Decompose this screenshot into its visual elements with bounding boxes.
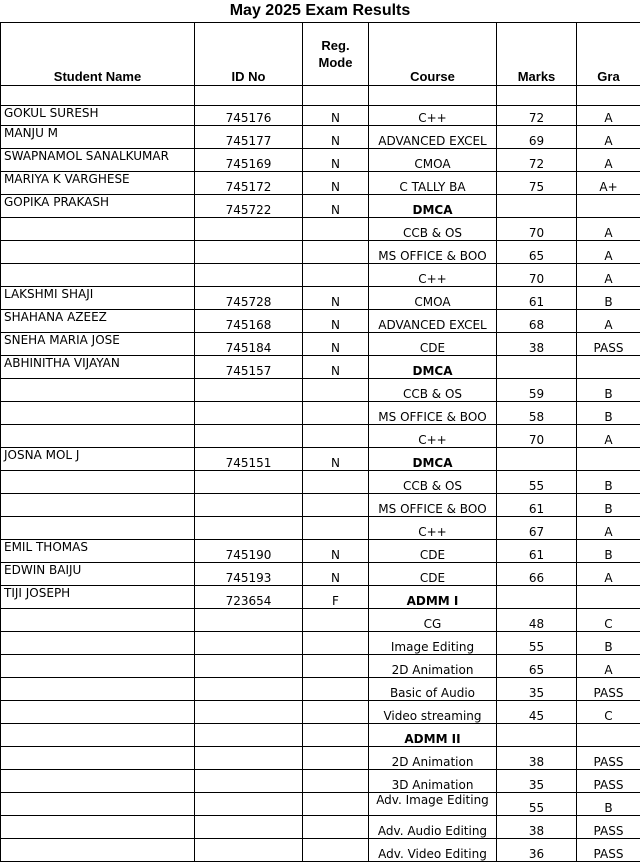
id-no-cell	[195, 379, 303, 402]
student-name-cell	[1, 218, 195, 241]
header-student-name: Student Name	[1, 23, 195, 86]
table-row	[1, 793, 640, 816]
reg-mode-cell	[303, 379, 369, 402]
marks-cell: 61	[497, 494, 577, 517]
table-row	[1, 356, 640, 379]
student-name-cell: SNEHA MARIA JOSE	[1, 333, 195, 356]
grade-cell: A	[577, 126, 640, 149]
reg-mode-cell: N	[303, 106, 369, 126]
reg-mode-cell	[303, 218, 369, 241]
reg-mode-cell: N	[303, 195, 369, 218]
reg-mode-cell	[303, 816, 369, 839]
header-grade: Gra	[577, 23, 640, 86]
table-row	[1, 655, 640, 678]
reg-mode-cell: N	[303, 126, 369, 149]
reg-mode-cell	[303, 425, 369, 448]
course-cell: MS OFFICE & BOO	[369, 494, 497, 517]
grade-cell: A	[577, 563, 640, 586]
reg-mode-cell	[303, 701, 369, 724]
student-name-cell	[1, 724, 195, 747]
table-row	[1, 586, 640, 609]
course-cell: DMCA	[369, 356, 497, 379]
grade-cell: PASS	[577, 333, 640, 356]
grade-cell	[577, 356, 640, 379]
table-row	[1, 310, 640, 333]
course-cell: C++	[369, 106, 497, 126]
marks-cell: 59	[497, 379, 577, 402]
marks-cell: 36	[497, 839, 577, 862]
header-reg-mode: Reg. Mode	[303, 23, 369, 86]
reg-mode-cell: N	[303, 356, 369, 379]
id-no-cell	[195, 816, 303, 839]
marks-cell: 38	[497, 333, 577, 356]
id-no-cell	[195, 839, 303, 862]
table-row	[1, 149, 640, 172]
id-no-cell: 745190	[195, 540, 303, 563]
table-row	[1, 678, 640, 701]
id-no-cell	[195, 517, 303, 540]
student-name-cell	[1, 264, 195, 287]
grade-cell: B	[577, 402, 640, 425]
blank-cell	[1, 86, 195, 106]
grade-cell: B	[577, 540, 640, 563]
id-no-cell: 745172	[195, 172, 303, 195]
id-no-cell: 745151	[195, 448, 303, 471]
course-cell: Adv. Image Editing	[369, 793, 497, 816]
reg-mode-cell	[303, 724, 369, 747]
student-name-cell	[1, 609, 195, 632]
grade-cell: PASS	[577, 678, 640, 701]
table-row	[1, 264, 640, 287]
grade-cell: C	[577, 701, 640, 724]
table-row	[1, 218, 640, 241]
grade-cell: B	[577, 632, 640, 655]
reg-mode-cell	[303, 402, 369, 425]
id-no-cell	[195, 678, 303, 701]
grade-cell: PASS	[577, 816, 640, 839]
id-no-cell: 745722	[195, 195, 303, 218]
marks-cell: 55	[497, 471, 577, 494]
grade-cell: B	[577, 471, 640, 494]
table-row	[1, 471, 640, 494]
student-name-cell	[1, 471, 195, 494]
reg-mode-cell	[303, 793, 369, 816]
course-cell: Image Editing	[369, 632, 497, 655]
grade-cell: PASS	[577, 839, 640, 862]
table-row	[1, 379, 640, 402]
id-no-cell	[195, 770, 303, 793]
student-name-cell: GOPIKA PRAKASH	[1, 195, 195, 218]
grade-cell: A	[577, 106, 640, 126]
grade-cell: A	[577, 264, 640, 287]
course-cell: CCB & OS	[369, 379, 497, 402]
table-row	[1, 632, 640, 655]
student-name-cell: LAKSHMI SHAJI	[1, 287, 195, 310]
table-row	[1, 448, 640, 471]
course-cell: Video streaming	[369, 701, 497, 724]
reg-mode-cell: N	[303, 287, 369, 310]
course-cell: 2D Animation	[369, 747, 497, 770]
student-name-cell	[1, 747, 195, 770]
student-name-cell: JOSNA MOL J	[1, 448, 195, 471]
id-no-cell	[195, 793, 303, 816]
reg-mode-cell	[303, 264, 369, 287]
course-cell: MS OFFICE & BOO	[369, 402, 497, 425]
blank-cell	[577, 86, 640, 106]
id-no-cell: 745728	[195, 287, 303, 310]
header-row	[1, 23, 640, 86]
table-row	[1, 540, 640, 563]
id-no-cell	[195, 218, 303, 241]
table-row	[1, 839, 640, 862]
marks-cell	[497, 195, 577, 218]
table-row	[1, 425, 640, 448]
header-marks: Marks	[497, 23, 577, 86]
student-name-cell	[1, 425, 195, 448]
id-no-cell	[195, 724, 303, 747]
marks-cell: 70	[497, 264, 577, 287]
course-cell: CCB & OS	[369, 471, 497, 494]
table-row	[1, 563, 640, 586]
grade-cell: A	[577, 425, 640, 448]
student-name-cell	[1, 632, 195, 655]
id-no-cell: 723654	[195, 586, 303, 609]
id-no-cell	[195, 747, 303, 770]
reg-mode-cell: N	[303, 172, 369, 195]
header-course: Course	[369, 23, 497, 86]
reg-mode-cell	[303, 517, 369, 540]
marks-cell: 65	[497, 655, 577, 678]
grade-cell: PASS	[577, 770, 640, 793]
course-cell: CMOA	[369, 149, 497, 172]
course-cell: Adv. Video Editing	[369, 839, 497, 862]
student-name-cell	[1, 655, 195, 678]
student-name-cell: GOKUL SURESH	[1, 106, 195, 126]
grade-cell: B	[577, 287, 640, 310]
student-name-cell: EDWIN BAIJU	[1, 563, 195, 586]
id-no-cell: 745176	[195, 106, 303, 126]
marks-cell: 45	[497, 701, 577, 724]
reg-mode-cell	[303, 471, 369, 494]
id-no-cell: 745184	[195, 333, 303, 356]
table-row	[1, 701, 640, 724]
grade-cell: A	[577, 218, 640, 241]
course-cell: CMOA	[369, 287, 497, 310]
table-row	[1, 494, 640, 517]
marks-cell: 75	[497, 172, 577, 195]
table-row	[1, 106, 640, 126]
marks-cell	[497, 356, 577, 379]
reg-mode-cell	[303, 655, 369, 678]
reg-mode-cell: N	[303, 149, 369, 172]
grade-cell: B	[577, 379, 640, 402]
marks-cell: 70	[497, 218, 577, 241]
table-row	[1, 770, 640, 793]
table-row	[1, 126, 640, 149]
course-cell: CDE	[369, 563, 497, 586]
table-row	[1, 195, 640, 218]
table-row	[1, 241, 640, 264]
id-no-cell	[195, 425, 303, 448]
marks-cell: 61	[497, 540, 577, 563]
header-id-no: ID No	[195, 23, 303, 86]
marks-cell: 72	[497, 149, 577, 172]
marks-cell: 65	[497, 241, 577, 264]
grade-cell	[577, 195, 640, 218]
reg-mode-cell	[303, 770, 369, 793]
blank-cell	[195, 86, 303, 106]
table-row	[1, 172, 640, 195]
table-row	[1, 747, 640, 770]
student-name-cell	[1, 770, 195, 793]
id-no-cell	[195, 609, 303, 632]
marks-cell: 68	[497, 310, 577, 333]
id-no-cell: 745168	[195, 310, 303, 333]
course-cell: DMCA	[369, 448, 497, 471]
reg-mode-cell	[303, 678, 369, 701]
student-name-cell	[1, 402, 195, 425]
table-row	[1, 287, 640, 310]
id-no-cell	[195, 241, 303, 264]
table-row	[1, 517, 640, 540]
marks-cell: 38	[497, 747, 577, 770]
table-row	[1, 816, 640, 839]
grade-cell: A	[577, 310, 640, 333]
grade-cell: A	[577, 241, 640, 264]
marks-cell: 35	[497, 770, 577, 793]
id-no-cell	[195, 471, 303, 494]
table-row	[1, 724, 640, 747]
table-row	[1, 609, 640, 632]
marks-cell: 55	[497, 793, 577, 816]
id-no-cell	[195, 701, 303, 724]
reg-mode-cell	[303, 747, 369, 770]
student-name-cell	[1, 241, 195, 264]
student-name-cell: SHAHANA AZEEZ	[1, 310, 195, 333]
student-name-cell	[1, 839, 195, 862]
grade-cell: PASS	[577, 747, 640, 770]
course-cell: C++	[369, 264, 497, 287]
course-cell: C TALLY BA	[369, 172, 497, 195]
blank-cell	[497, 86, 577, 106]
course-cell: 3D Animation	[369, 770, 497, 793]
grade-cell: A	[577, 149, 640, 172]
marks-cell: 66	[497, 563, 577, 586]
id-no-cell	[195, 494, 303, 517]
marks-cell	[497, 586, 577, 609]
reg-mode-cell	[303, 494, 369, 517]
student-name-cell	[1, 701, 195, 724]
marks-cell: 72	[497, 106, 577, 126]
course-cell: ADVANCED EXCEL	[369, 126, 497, 149]
student-name-cell	[1, 678, 195, 701]
marks-cell: 70	[497, 425, 577, 448]
course-cell: CDE	[369, 540, 497, 563]
grade-cell	[577, 448, 640, 471]
student-name-cell	[1, 793, 195, 816]
course-cell: Basic of Audio	[369, 678, 497, 701]
student-name-cell: ABHINITHA VIJAYAN	[1, 356, 195, 379]
id-no-cell	[195, 264, 303, 287]
marks-cell: 38	[497, 816, 577, 839]
marks-cell: 35	[497, 678, 577, 701]
course-cell: MS OFFICE & BOO	[369, 241, 497, 264]
blank-cell	[303, 86, 369, 106]
grade-cell: B	[577, 793, 640, 816]
course-cell: ADMM I	[369, 586, 497, 609]
grade-cell: A	[577, 655, 640, 678]
table-row	[1, 402, 640, 425]
id-no-cell: 745177	[195, 126, 303, 149]
course-cell: CG	[369, 609, 497, 632]
student-name-cell: TIJI JOSEPH	[1, 586, 195, 609]
reg-mode-cell: N	[303, 333, 369, 356]
reg-mode-cell: N	[303, 310, 369, 333]
id-no-cell: 745157	[195, 356, 303, 379]
course-cell: ADMM II	[369, 724, 497, 747]
student-name-cell: EMIL THOMAS	[1, 540, 195, 563]
course-cell: C++	[369, 425, 497, 448]
reg-mode-cell: F	[303, 586, 369, 609]
id-no-cell	[195, 632, 303, 655]
reg-mode-cell	[303, 241, 369, 264]
grade-cell: A+	[577, 172, 640, 195]
student-name-cell	[1, 517, 195, 540]
grade-cell: A	[577, 517, 640, 540]
student-name-cell: MARIYA K VARGHESE	[1, 172, 195, 195]
course-cell: ADVANCED EXCEL	[369, 310, 497, 333]
course-cell: 2D Animation	[369, 655, 497, 678]
reg-mode-cell: N	[303, 540, 369, 563]
student-name-cell	[1, 494, 195, 517]
grade-cell: C	[577, 609, 640, 632]
blank-row	[1, 86, 640, 106]
course-cell: C++	[369, 517, 497, 540]
marks-cell: 69	[497, 126, 577, 149]
student-name-cell: SWAPNAMOL SANALKUMAR	[1, 149, 195, 172]
student-name-cell	[1, 379, 195, 402]
course-cell: CDE	[369, 333, 497, 356]
reg-mode-cell	[303, 632, 369, 655]
id-no-cell	[195, 655, 303, 678]
report-title: May 2025 Exam Results	[0, 0, 640, 22]
marks-cell	[497, 724, 577, 747]
grade-cell	[577, 724, 640, 747]
marks-cell: 61	[497, 287, 577, 310]
grade-cell	[577, 586, 640, 609]
marks-cell	[497, 448, 577, 471]
results-table	[0, 22, 640, 862]
course-cell: CCB & OS	[369, 218, 497, 241]
marks-cell: 58	[497, 402, 577, 425]
reg-mode-cell	[303, 609, 369, 632]
reg-mode-cell: N	[303, 563, 369, 586]
student-name-cell	[1, 816, 195, 839]
marks-cell: 48	[497, 609, 577, 632]
marks-cell: 67	[497, 517, 577, 540]
table-row	[1, 333, 640, 356]
course-cell: Adv. Audio Editing	[369, 816, 497, 839]
marks-cell: 55	[497, 632, 577, 655]
blank-cell	[369, 86, 497, 106]
grade-cell: B	[577, 494, 640, 517]
id-no-cell	[195, 402, 303, 425]
student-name-cell: MANJU M	[1, 126, 195, 149]
course-cell: DMCA	[369, 195, 497, 218]
id-no-cell: 745193	[195, 563, 303, 586]
reg-mode-cell: N	[303, 448, 369, 471]
id-no-cell: 745169	[195, 149, 303, 172]
reg-mode-cell	[303, 839, 369, 862]
